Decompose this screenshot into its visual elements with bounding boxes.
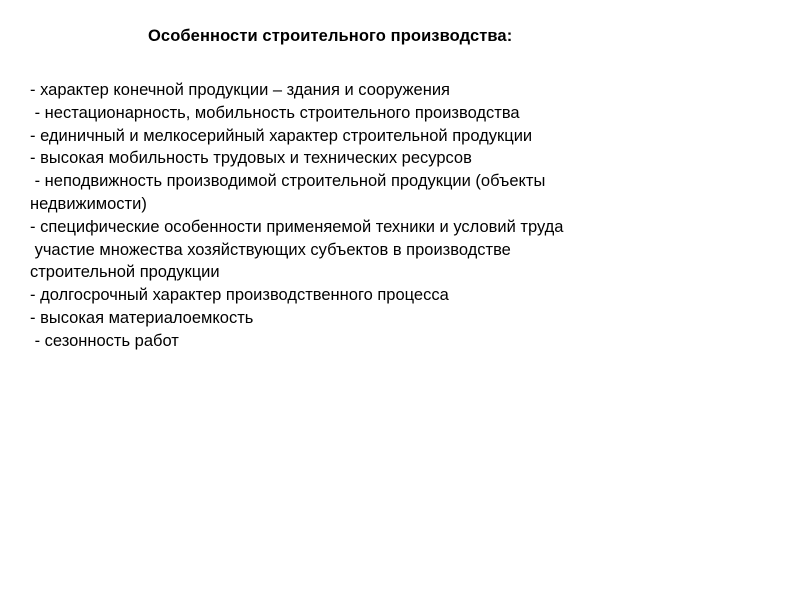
list-item-continuation: недвижимости) bbox=[30, 194, 147, 213]
list-item: - высокая материалоемкость bbox=[30, 308, 254, 327]
list-item: - нестационарность, мобильность строительного производства bbox=[30, 103, 520, 122]
list-item: - специфические особенности применяемой техники и условий труда bbox=[30, 217, 564, 236]
list-item: - характер конечной продукции – здания и сооружения bbox=[30, 81, 450, 99]
list-item-continuation: строительной продукции bbox=[30, 263, 220, 282]
list-item: - единичный и мелкосерийный характер строительной продукции bbox=[30, 126, 533, 145]
list-item: - неподвижность производимой строительной продукции (объекты bbox=[30, 172, 546, 191]
list-item: - сезонность работ bbox=[30, 331, 179, 350]
list-item: участие множества хозяйствующих субъектов в производстве bbox=[30, 240, 511, 259]
feature-list bbox=[30, 79, 770, 353]
list-item: - долгосрочный характер производственного процесса bbox=[30, 286, 449, 305]
list-item: - высокая мобильность трудовых и технических ресурсов bbox=[30, 149, 472, 168]
slide-title: Особенности строительного производства: bbox=[148, 27, 513, 45]
